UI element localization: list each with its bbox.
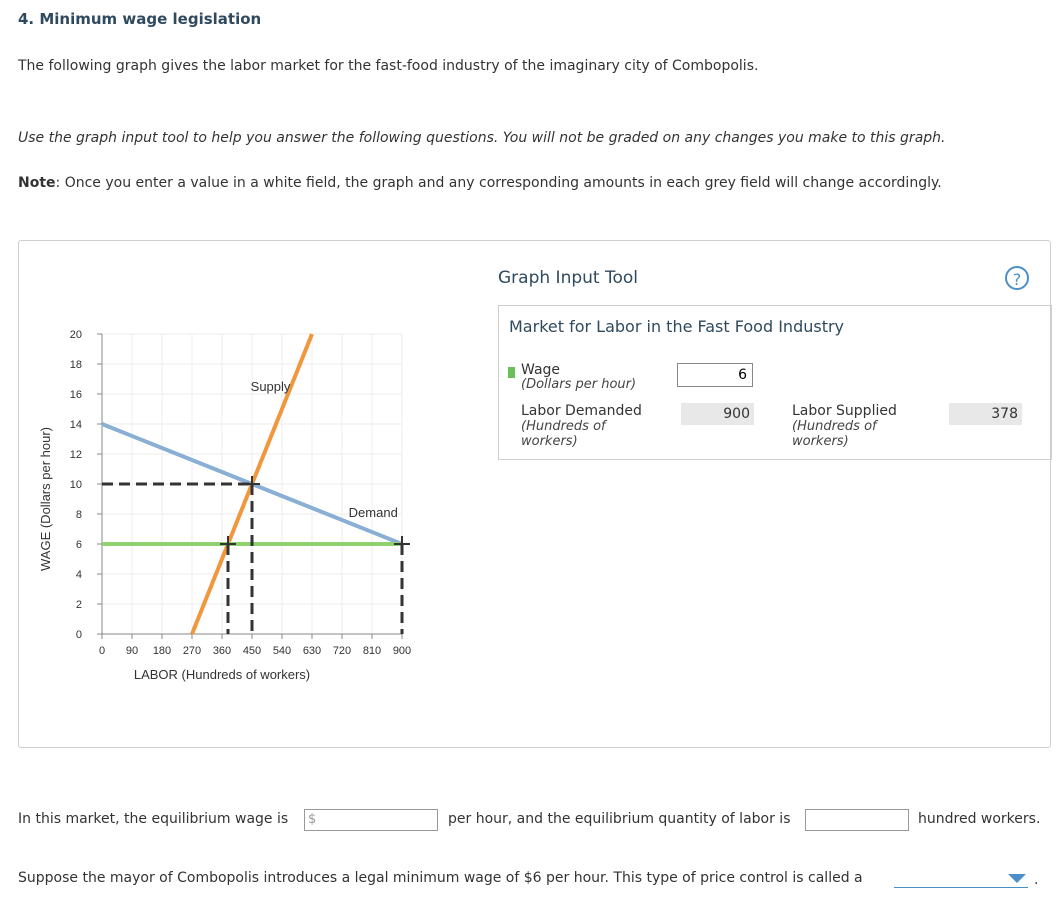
labor-demanded-unit-line1: (Hundreds of: [521, 419, 606, 434]
question-1: [18, 811, 288, 827]
y-tick-label: 0: [75, 629, 82, 641]
dollar-prefix: $: [308, 812, 317, 827]
labor-demanded-value: 900: [681, 403, 754, 425]
tool-heading: Market for Labor in the Fast Food Industry: [509, 317, 845, 336]
y-tick-label: 12: [69, 449, 82, 461]
x-tick-label: 270: [182, 645, 202, 657]
equilibrium-quantity-input[interactable]: [805, 809, 909, 831]
q1-text-middle: per hour, and the equilibrium quantity of labor is: [448, 811, 791, 827]
wage-color-swatch: [508, 367, 515, 378]
labor-market-chart[interactable]: [30, 320, 430, 700]
chevron-down-icon[interactable]: [1008, 874, 1026, 883]
x-tick-label: 90: [125, 645, 139, 657]
x-tick-label: 360: [212, 645, 232, 657]
x-tick-label: 450: [242, 645, 262, 657]
x-axis-label: LABOR (Hundreds of workers): [133, 667, 311, 682]
note-body: : Once you enter a value in a white field, the graph and any corresponding amounts in each grey field will change accordingly.: [55, 175, 942, 191]
y-axis-label: WAGE (Dollars per hour): [38, 427, 53, 571]
x-tick-label: 630: [302, 645, 322, 657]
x-tick-label: 810: [362, 645, 382, 657]
price-control-dropdown[interactable]: [894, 868, 1028, 888]
y-tick-label: 4: [75, 569, 82, 581]
x-tick-label: 0: [98, 645, 106, 657]
y-tick-label: 14: [69, 419, 82, 431]
note-text: [18, 175, 942, 191]
q2-period: .: [1034, 872, 1039, 888]
graph-input-tool-title: Graph Input Tool: [498, 268, 638, 288]
q1-text-before: In this market, the equilibrium wage is: [18, 811, 289, 827]
supply-curve-label: Supply: [250, 379, 291, 394]
y-tick-label: 16: [69, 389, 82, 401]
x-tick-label: 180: [152, 645, 172, 657]
y-tick-label: 8: [75, 509, 82, 521]
y-tick-label: 6: [75, 539, 82, 551]
y-tick-label: 2: [75, 599, 82, 611]
wage-unit: (Dollars per hour): [521, 377, 637, 392]
equilibrium-wage-input[interactable]: [304, 809, 438, 831]
y-tick-label: 20: [69, 329, 82, 341]
y-tick-label: 10: [69, 479, 82, 491]
labor-demanded-label: Labor Demanded: [521, 403, 642, 419]
question-title: 4. Minimum wage legislation: [18, 10, 262, 28]
chart-ticks: [70, 329, 411, 657]
labor-supplied-unit-line2: workers): [792, 434, 849, 449]
equilibrium-point-marker: [244, 476, 260, 492]
wage-input[interactable]: [677, 363, 753, 387]
labor-supplied-value: 378: [949, 403, 1022, 425]
note-label: Note: [18, 175, 56, 191]
x-tick-label: 720: [332, 645, 352, 657]
wage-point-marker: [394, 536, 410, 552]
question-2-text: Suppose the mayor of Combopolis introduces a legal minimum wage of $6 per hour. This type of price control is called a: [18, 870, 863, 886]
y-tick-label: 18: [69, 359, 82, 371]
intro-text: The following graph gives the labor market for the fast-food industry of the imaginary city of Combopolis.: [18, 58, 759, 74]
x-tick-label: 540: [272, 645, 292, 657]
labor-supplied-label: Labor Supplied: [792, 403, 897, 419]
wage-label: Wage: [521, 362, 561, 378]
labor-supplied-unit-line1: (Hundreds of: [792, 419, 877, 434]
labor-demanded-unit-line2: workers): [521, 434, 578, 449]
q1-text-after: hundred workers.: [918, 811, 1041, 827]
x-tick-label: 900: [392, 645, 412, 657]
demand-curve-label: Demand: [348, 505, 398, 520]
help-button[interactable]: ?: [1005, 266, 1029, 290]
chart-markers: [102, 476, 410, 634]
instruction-text: Use the graph input tool to help you answer the following questions. You will not be graded on any changes you make to this graph.: [18, 130, 946, 146]
